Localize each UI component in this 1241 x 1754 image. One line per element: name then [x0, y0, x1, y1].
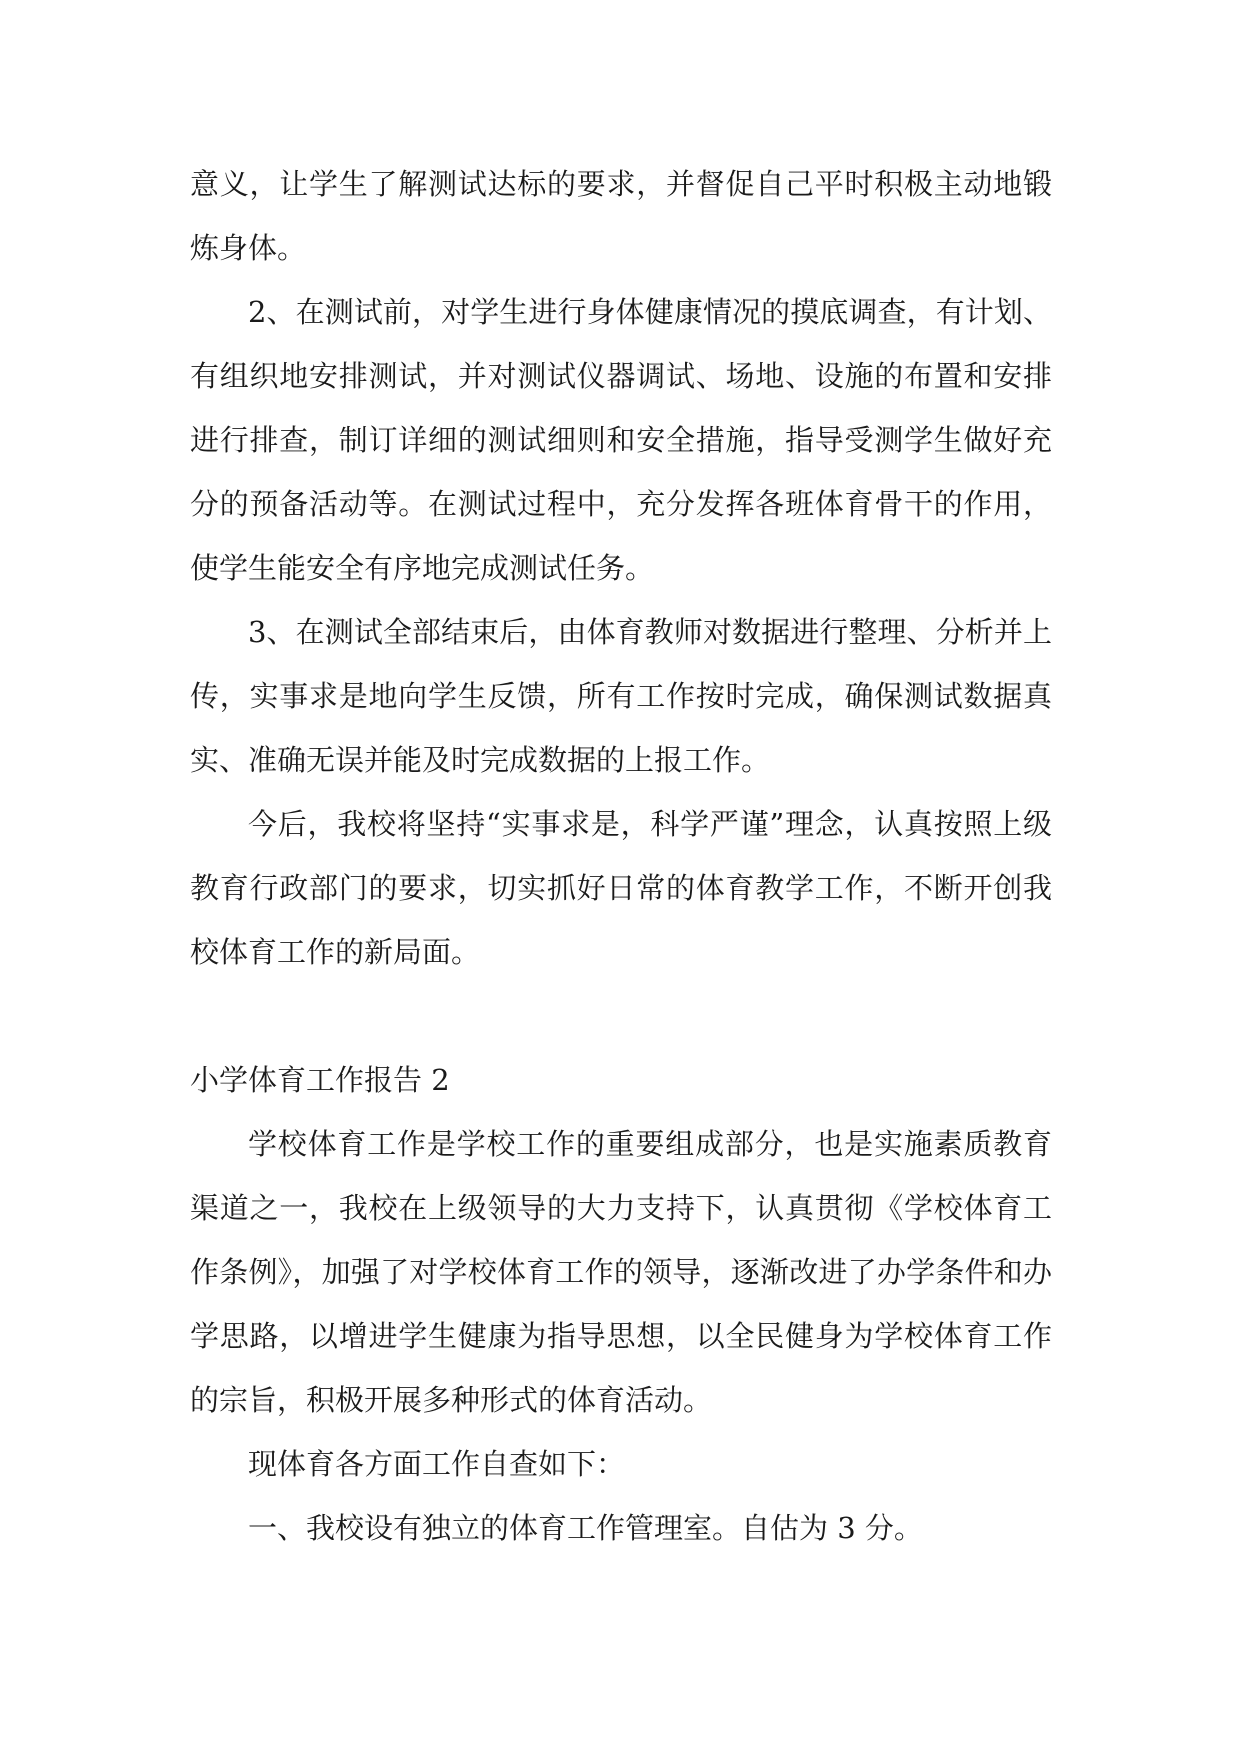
- paragraph: 一、我校设有独立的体育工作管理室。自估为 3 分。: [248, 1511, 923, 1545]
- paragraph: 意义，让学生了解测试达标的要求，并督促自己平时积极主动地锻炼身体。: [190, 167, 1052, 265]
- section-heading: 小学体育工作报告 2: [190, 1063, 450, 1097]
- paragraph: 学校体育工作是学校工作的重要组成部分，也是实施素质教育渠道之一，我校在上级领导的大力支持下，认真贯彻《学校体育工作条例》，加强了对学校体育工作的领导，逐渐改进了办学条件和办学思路，以增进学生健康为指导思想，以全民健身为学校体育工作的宗旨，积极开展多种形式的体育活动。: [190, 1127, 1052, 1417]
- paragraph: 2、在测试前，对学生进行身体健康情况的摸底调查，有计划、有组织地安排测试，并对测试仪器调试、场地、设施的布置和安排进行排查，制订详细的测试细则和安全措施，指导受测学生做好充分的预备活动等。在测试过程中，充分发挥各班体育骨干的作用，使学生能安全有序地完成测试任务。: [190, 295, 1052, 585]
- paragraph: 3、在测试全部结束后，由体育教师对数据进行整理、分析并上传，实事求是地向学生反馈，所有工作按时完成，确保测试数据真实、准确无误并能及时完成数据的上报工作。: [190, 615, 1052, 777]
- document-body: [190, 152, 1052, 1560]
- paragraph: 现体育各方面工作自查如下：: [248, 1447, 626, 1481]
- paragraph: 今后，我校将坚持“实事求是，科学严谨”理念，认真按照上级教育行政部门的要求，切实抓好日常的体育教学工作，不断开创我校体育工作的新局面。: [190, 807, 1052, 969]
